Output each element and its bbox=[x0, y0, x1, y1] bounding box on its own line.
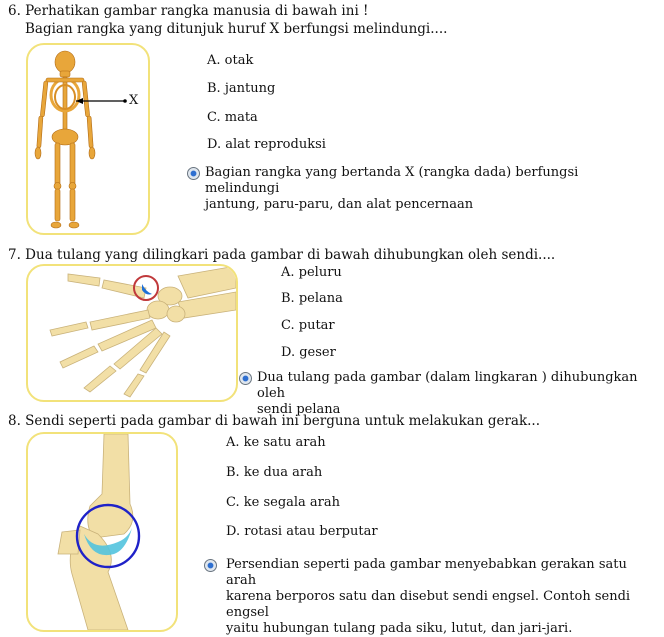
question-8-option-d[interactable]: D. rotasi atau berputar bbox=[226, 524, 378, 539]
question-8-explanation-line-2: karena berporos satu dan disebut sendi engsel. Contoh sendi engsel bbox=[226, 589, 631, 620]
question-8-option-c[interactable]: C. ke segala arah bbox=[226, 495, 341, 510]
question-6-option-c[interactable]: C. mata bbox=[207, 110, 258, 125]
question-6-title: 6. Perhatikan gambar rangka manusia di bawah ini ! bbox=[8, 3, 369, 19]
question-7-explanation-line-2: sendi pelana bbox=[257, 402, 341, 417]
question-6-subtitle: Bagian rangka yang ditunjuk huruf X berfungsi melindungi.... bbox=[25, 21, 448, 37]
question-7-option-b[interactable]: B. pelana bbox=[281, 291, 343, 306]
question-8-title: 8. Sendi seperti pada gambar di bawah ini berguna untuk melakukan gerak... bbox=[8, 413, 541, 429]
hand-image-frame bbox=[26, 264, 238, 402]
question-8-answer-radio-icon[interactable] bbox=[204, 559, 217, 572]
pointer-label-x: X bbox=[129, 93, 139, 108]
question-6-option-d[interactable]: D. alat reproduksi bbox=[207, 137, 326, 152]
elbow-image-frame bbox=[26, 432, 178, 632]
question-6-answer-radio-icon[interactable] bbox=[187, 167, 200, 180]
question-7-option-c[interactable]: C. putar bbox=[281, 318, 335, 333]
question-8-explanation-line-1: Persendian seperti pada gambar menyebabkan gerakan satu arah bbox=[226, 557, 627, 588]
question-6-option-b[interactable]: B. jantung bbox=[207, 81, 276, 96]
question-8-option-b[interactable]: B. ke dua arah bbox=[226, 465, 323, 480]
question-8-explanation-line-3: yaitu hubungan tulang pada siku, lutut, dan jari-jari. bbox=[226, 621, 573, 636]
question-6-explanation bbox=[205, 165, 645, 213]
question-6-explanation-line-1: Bagian rangka yang bertanda X (rangka dada) berfungsi melindungi bbox=[205, 165, 579, 196]
hand-bones-illustration bbox=[28, 266, 236, 400]
question-8-option-a[interactable]: A. ke satu arah bbox=[226, 435, 326, 450]
question-7-answer-radio-icon[interactable] bbox=[239, 372, 252, 385]
question-7-option-a[interactable]: A. peluru bbox=[281, 265, 342, 280]
question-7-option-d[interactable]: D. geser bbox=[281, 345, 336, 360]
question-7-explanation-line-1: Dua tulang pada gambar (dalam lingkaran ) dihubungkan oleh bbox=[257, 370, 638, 401]
elbow-joint-illustration bbox=[28, 434, 176, 630]
question-7-title: 7. Dua tulang yang dilingkari pada gambar di bawah dihubungkan oleh sendi.... bbox=[8, 247, 556, 263]
question-8-explanation bbox=[226, 557, 656, 637]
question-7-explanation bbox=[257, 370, 657, 418]
question-6-explanation-line-2: jantung, paru-paru, dan alat pencernaan bbox=[205, 197, 474, 212]
question-6-option-a[interactable]: A. otak bbox=[207, 53, 254, 68]
skeleton-illustration bbox=[28, 45, 148, 233]
skeleton-image-frame bbox=[26, 43, 150, 235]
